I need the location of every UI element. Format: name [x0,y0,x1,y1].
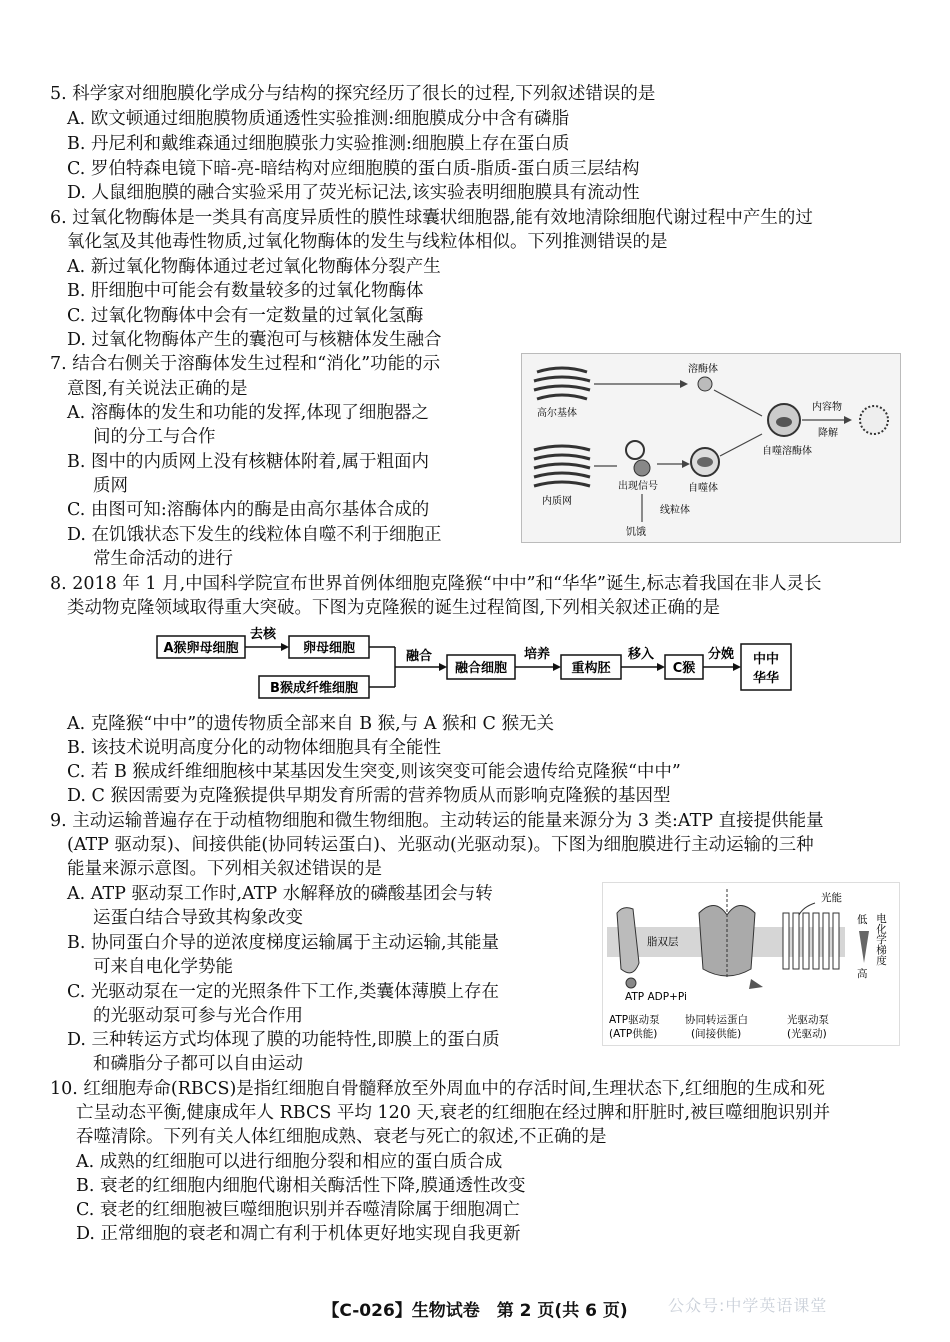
label-mito: 线粒体 [660,505,690,516]
q8-option-b: B. 该技术说明高度分化的动物体细胞具有全能性 [67,738,441,758]
svg-text:A猴卵母细胞: A猴卵母细胞 [163,641,239,656]
label-birth: 分娩 [707,647,735,662]
q8-option-c: C. 若 B 猴成纤维细胞核中某基因发生突变,则该突变可能会遗传给克隆猴“中中” [67,762,681,782]
label-autolysosome: 自噬溶酶体 [762,446,812,457]
active-transport-diagram [602,882,900,1046]
q10-option-c: C. 衰老的红细胞被巨噬细胞识别并吞噬清除属于细胞凋亡 [76,1200,520,1220]
q5-option-c: C. 罗伯特森电镜下暗-亮-暗结构对应细胞膜的蛋白质-脂质-蛋白质三层结构 [67,159,640,179]
caption-cotransporter-sub: (间接供能) [691,1028,742,1040]
q7-option-d: D. 在饥饿状态下发生的线粒体自噬不利于细胞正 [67,525,442,545]
q5-option-b: B. 丹尼利和戴维森通过细胞膜张力实验推测:细胞膜上存在蛋白质 [67,134,570,154]
svg-text:融合细胞: 融合细胞 [454,661,508,676]
q6-option-b: B. 肝细胞中可能会有数量较多的过氧化物酶体 [67,281,424,301]
triangle-icon [749,979,763,989]
q8-stem: 8. 2018 年 1 月,中国科学院宣布世界首例体细胞克隆猴“中中”和“华华”诞生,标志着我国在非人灵长 [50,574,822,594]
clone-flowchart [155,622,795,702]
q6-stem: 6. 过氧化物酶体是一类具有高度异质性的膜性球囊状细胞器,能有效地清除细胞代谢过程中产生的过 [50,208,813,228]
svg-text:重构胚: 重构胚 [571,661,611,676]
arrow-lysosome-fuse [714,390,762,416]
q9-option-d-cont: 和磷脂分子都可以自由运动 [93,1054,303,1074]
label-bilayer: 脂双层 [647,936,679,948]
q8-option-d: D. C 猴因需要为克隆猴提供早期发育所需的营养物质从而影响克隆猴的基因型 [67,786,671,806]
q7-stem-cont: 意图,有关说法正确的是 [67,379,248,399]
q10-option-a: A. 成熟的红细胞可以进行细胞分裂和相应的蛋白质合成 [76,1152,503,1172]
q9-stem: 9. 主动运输普遍存在于动植物细胞和微生物细胞。主动转运的能量来源分为 3 类:ATP 直接提供能量 [50,811,824,831]
label-content: 内容物 [812,402,842,413]
label-hunger: 饥饿 [626,527,646,538]
q7-option-b: B. 图中的内质网上没有核糖体附着,属于粗面内 [67,452,430,472]
q6-stem-cont: 氧化氢及其他毒性物质,过氧化物酶体的发生与线粒体相似。下列推测错误的是 [67,232,668,252]
er-icon [534,446,590,486]
caption-light-pump: 光驱动泵 [787,1014,829,1026]
q8-stem-cont: 类动物克隆领域取得重大突破。下图为克隆猴的诞生过程简图,下列相关叙述正确的是 [67,598,721,618]
caption-atp-pump-sub: (ATP供能) [609,1028,658,1040]
label-culture: 培养 [523,647,551,662]
svg-text:C猴: C猴 [672,661,696,676]
q9-stem-cont1: (ATP 驱动泵)、间接供能(协同转运蛋白)、光驱动(光驱动泵)。下图为细胞膜进行主动运输的三种 [67,835,814,855]
q10-option-b: B. 衰老的红细胞内细胞代谢相关酶活性下降,膜通透性改变 [76,1176,526,1196]
label-high: 高 [857,968,868,980]
label-low: 低 [857,914,868,926]
arrowhead-1 [680,380,688,388]
golgi-icon [534,368,590,399]
label-fuse: 融合 [405,649,433,664]
q7-option-a: A. 溶酶体的发生和功能的发挥,体现了细胞器之 [67,403,429,423]
label-degrade: 降解 [818,428,838,439]
arrow-to-autolysosome [720,434,762,456]
caption-light-pump-sub: (光驱动) [787,1028,827,1040]
q7-option-c: C. 由图可知:溶酶体内的酶是由高尔基体合成的 [67,500,430,520]
q5-option-d: D. 人鼠细胞膜的融合实验采用了荧光标记法,该实验表明细胞膜具有流动性 [67,183,640,203]
degradation-icon [860,406,888,434]
arrowhead-2 [682,460,690,468]
q10-stem-cont1: 亡呈动态平衡,健康成年人 RBCS 平均 120 天,衰老的红细胞在经过脾和肝脏时,被巨噬细胞识别并 [76,1103,831,1123]
q9-option-b-cont: 可来自电化学势能 [93,957,233,977]
label-autophagosome: 自噬体 [688,483,718,494]
q7-option-d-cont: 常生命活动的进行 [93,549,233,569]
label-signal: 出现信号 [618,481,658,492]
q9-stem-cont2: 能量来源示意图。下列相关叙述错误的是 [67,859,382,879]
svg-text:卵母细胞: 卵母细胞 [302,641,356,656]
mitochondrion-icon [634,460,650,476]
page-footer: 【C-026】生物试卷 第 2 页(共 6 页) [322,1301,628,1321]
lysosome-diagram [521,353,901,543]
watermark: 公众号:中学英语课堂 [668,1296,828,1315]
caption-cotransporter: 协同转运蛋白 [685,1014,748,1026]
q7-option-a-cont: 间的分工与合作 [93,427,216,447]
q9-option-d: D. 三种转运方式均体现了膜的功能特性,即膜上的蛋白质 [67,1030,500,1050]
q6-option-c: C. 过氧化物酶体中会有一定数量的过氧化氢酶 [67,306,424,326]
lysosome-icon [698,377,712,391]
label-transfer: 移入 [627,647,655,662]
svg-text:中中: 中中 [752,652,780,667]
q6-option-d: D. 过氧化物酶体产生的囊泡可与核糖体发生融合 [67,330,442,350]
q9-option-a: A. ATP 驱动泵工作时,ATP 水解释放的磷酸基团会与转 [67,884,493,904]
q8-option-a: A. 克隆猴“中中”的遗传物质全部来自 B 猴,与 A 猴和 C 猴无关 [67,714,554,734]
q10-option-d: D. 正常细胞的衰老和凋亡有利于机体更好地实现自我更新 [76,1224,521,1244]
q9-option-b: B. 协同蛋白介导的逆浓度梯度运输属于主动运输,其能量 [67,933,500,953]
q10-stem: 10. 红细胞寿命(RBCS)是指红细胞自骨髓释放至外周血中的存活时间,生理状态下,红细胞的生成和死 [50,1079,825,1099]
label-gradient: 电化学梯度 [875,913,887,966]
gradient-wedge [859,931,869,963]
atp-pump-icon [617,908,639,973]
q7-option-b-cont: 质网 [93,476,128,496]
q6-option-a: A. 新过氧化物酶体通过老过氧化物酶体分裂产生 [67,257,441,277]
svg-text:华华: 华华 [752,671,780,686]
q9-option-c: C. 光驱动泵在一定的光照条件下工作,类囊体薄膜上存在 [67,982,499,1002]
q9-option-c-cont: 的光驱动泵可参与光合作用 [93,1006,303,1026]
q7-stem: 7. 结合右侧关于溶酶体发生过程和“消化”功能的示 [50,354,441,374]
label-lysosome: 溶酶体 [688,364,718,375]
q10-stem-cont2: 吞噬清除。下列有关人体红细胞成熟、衰老与死亡的叙述,不正确的是 [76,1127,607,1147]
label-light: 光能 [821,892,842,904]
label-enucleate: 去核 [249,627,277,642]
caption-atp-pump: ATP驱动泵 [609,1014,660,1026]
svg-text:B猴成纤维细胞: B猴成纤维细胞 [270,681,358,696]
label-atp-adp: ATP ADP+Pi [625,991,687,1003]
q9-option-a-cont: 运蛋白结合导致其构象改变 [93,908,303,928]
q5-option-a: A. 欧文顿通过细胞膜物质通透性实验推测:细胞膜成分中含有磷脂 [67,109,570,129]
label-er: 内质网 [542,496,572,507]
q5-stem: 5. 科学家对细胞膜化学成分与结构的探究经历了很长的过程,下列叙述错误的是 [50,84,656,104]
label-golgi: 高尔基体 [537,408,577,419]
vesicle-icon [626,441,644,459]
arrowhead-3 [844,416,852,424]
